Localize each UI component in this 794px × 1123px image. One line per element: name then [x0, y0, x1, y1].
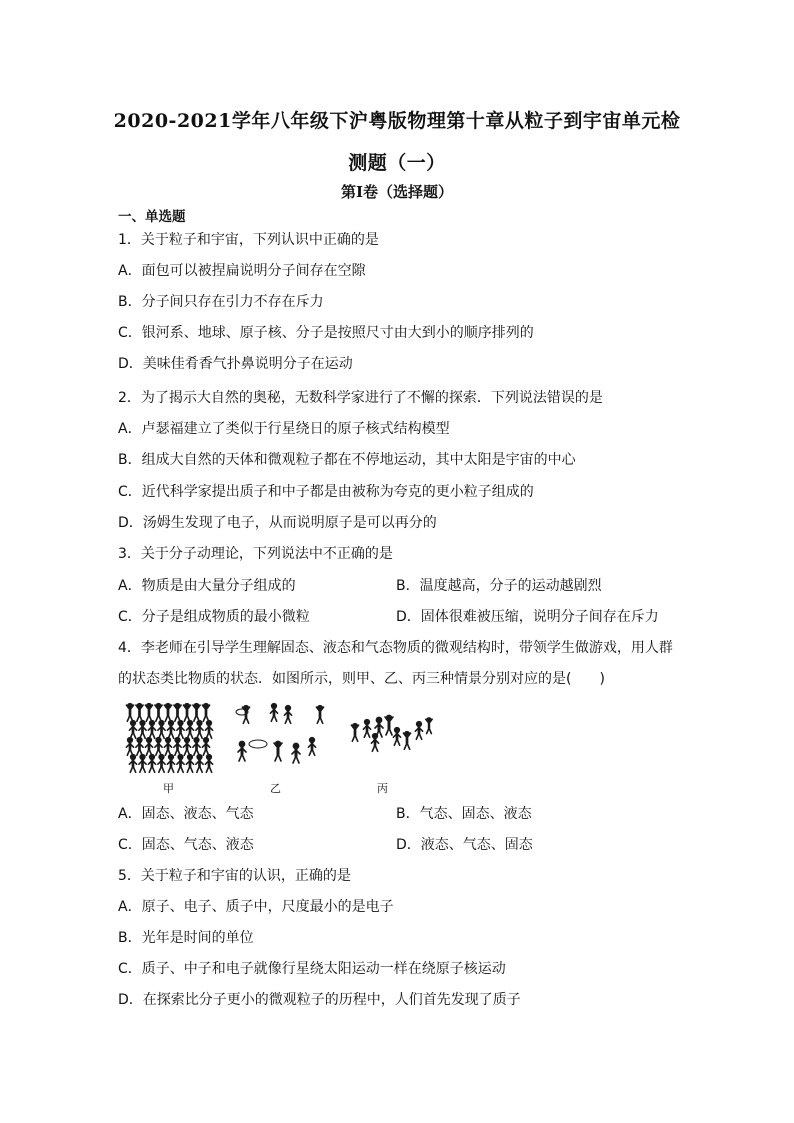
scattered-person-figure [274, 741, 282, 761]
group-person-figure [393, 728, 400, 746]
group-person-figure [351, 724, 358, 742]
crowd-person-figure [139, 721, 146, 739]
volume-heading: 第I卷（选择题） [340, 183, 454, 201]
q5-option-c: C．质子、中子和电子就像行星绕太阳运动一样在绕原子核运动 [118, 961, 506, 977]
question-3-stem: 3．关于分子动理论，下列说法中不正确的是 [118, 546, 393, 562]
crowd-person-figure [158, 721, 165, 739]
q4-option-a: A．固态、液态、气态 [118, 806, 254, 822]
q5-option-b: B．光年是时间的单位 [118, 930, 254, 946]
figure-yi-scattered-people [222, 700, 332, 774]
scattered-person-figure [270, 704, 277, 722]
scattered-person-figure [292, 743, 300, 763]
figure-jia-dense-crowd [122, 700, 214, 776]
exam-title-line1: 2020-2021学年八年级下沪粤版物理第十章从粒子到宇宙单元检 [113, 110, 681, 132]
q2-option-a: A．卢瑟福建立了类似于行星绕日的原子核式结构模型 [118, 421, 450, 437]
q3-option-a: A．物质是由大量分子组成的 [118, 578, 296, 594]
question-5-stem: 5．关于粒子和宇宙的认识，正确的是 [118, 868, 351, 884]
scattered-person-figure [238, 741, 246, 761]
crowd-person-figure [183, 738, 190, 756]
crowd-person-figure [129, 721, 136, 739]
figure-bing-loose-group [345, 708, 435, 768]
crowd-person-figure [177, 755, 184, 773]
question-1-stem: 1．关于粒子和宇宙，下列认识中正确的是 [118, 232, 379, 248]
q3-option-d: D．固体很难被压缩，说明分子间存在斥力 [396, 609, 659, 625]
crowd-person-figure [129, 755, 136, 773]
group-person-figure [415, 722, 422, 740]
crowd-person-figure [193, 704, 200, 722]
crowd-person-figure [205, 721, 212, 739]
group-person-figure [371, 734, 378, 752]
q2-option-b: B．组成大自然的天体和微观粒子都在不停地运动，其中太阳是宇宙的中心 [118, 452, 576, 468]
crowd-person-figure [186, 755, 193, 773]
crowd-person-figure [126, 704, 133, 722]
crowd-person-figure [136, 738, 143, 756]
figure-label-bing: 丙 [377, 782, 388, 795]
crowd-person-figure [193, 738, 200, 756]
group-person-figure [426, 718, 432, 734]
group-person-figure [403, 732, 410, 750]
q3-option-b: B．温度越高，分子的运动越剧烈 [396, 578, 602, 594]
q1-option-c: C．银河系、地球、原子核、分子是按照尺寸由大到小的顺序排列的 [118, 325, 534, 341]
crowd-person-figure [183, 704, 190, 722]
crowd-person-figure [155, 738, 162, 756]
q4-option-d: D．液态、气态、固态 [396, 837, 533, 853]
exam-title-line2: 测题（一） [348, 152, 446, 174]
crowd-person-figure [148, 721, 155, 739]
crowd-person-figure [145, 738, 152, 756]
figure-label-yi: 乙 [270, 782, 281, 795]
crowd-person-figure [186, 721, 193, 739]
q4-option-c: C．固态、气态、液态 [118, 837, 254, 853]
crowd-person-figure [158, 755, 165, 773]
q5-option-d: D．在探索比分子更小的微观粒子的历程中，人们首先发现了质子 [118, 992, 521, 1008]
crowd-person-figure [145, 704, 152, 722]
crowd-person-figure [177, 721, 184, 739]
crowd-person-figure [164, 738, 171, 756]
crowd-person-figure [136, 704, 143, 722]
q4-option-b: B．气态、固态、液态 [396, 806, 532, 822]
q1-option-a: A．面包可以被捏扁说明分子间存在空隙 [118, 263, 366, 279]
crowd-person-figure [164, 704, 171, 722]
q2-option-c: C．近代科学家提出质子和中子都是由被称为夸克的更小粒子组成的 [118, 484, 534, 500]
crowd-person-figure [196, 755, 203, 773]
q1-option-b: B．分子间只存在引力不存在斥力 [118, 294, 324, 310]
question-4-stem-line1: 4．李老师在引导学生理解固态、液态和气态物质的微观结构时，带领学生做游戏，用人群 [118, 640, 673, 656]
crowd-person-figure [202, 738, 209, 756]
crowd-person-figure [205, 755, 212, 773]
question-2-stem: 2．为了揭示大自然的奥秘，无数科学家进行了不懈的探索．下列说法错误的是 [118, 390, 603, 406]
q1-option-d: D．美味佳肴香气扑鼻说明分子在运动 [118, 356, 353, 372]
q2-option-d: D．汤姆生发现了电子，从而说明原子是可以再分的 [118, 515, 437, 531]
crowd-person-figure [155, 704, 162, 722]
scattered-person-figure [308, 738, 315, 756]
crowd-person-figure [196, 721, 203, 739]
crowd-person-figure [148, 755, 155, 773]
q5-option-a: A．原子、电子、质子中，尺度最小的是电子 [118, 899, 394, 915]
crowd-person-figure [167, 721, 174, 739]
crowd-person-figure [126, 738, 133, 756]
group-person-figure [363, 720, 370, 738]
crowd-person-figure [174, 738, 181, 756]
crowd-person-figure [202, 704, 209, 722]
scattered-person-figure [284, 706, 291, 724]
group-person-figure [385, 715, 393, 735]
crowd-person-figure [174, 704, 181, 722]
crowd-person-figure [167, 755, 174, 773]
section-heading: 一、单选题 [118, 209, 186, 225]
q3-option-c: C．分子是组成物质的最小微粒 [118, 609, 310, 625]
question-4-stem-line2: 的状态类比物质的状态．如图所示，则甲、乙、丙三种情景分别对应的是( ) [118, 671, 605, 687]
scattered-person-figure [316, 706, 323, 724]
crowd-person-figure [139, 755, 146, 773]
figure-label-jia: 甲 [163, 782, 174, 795]
